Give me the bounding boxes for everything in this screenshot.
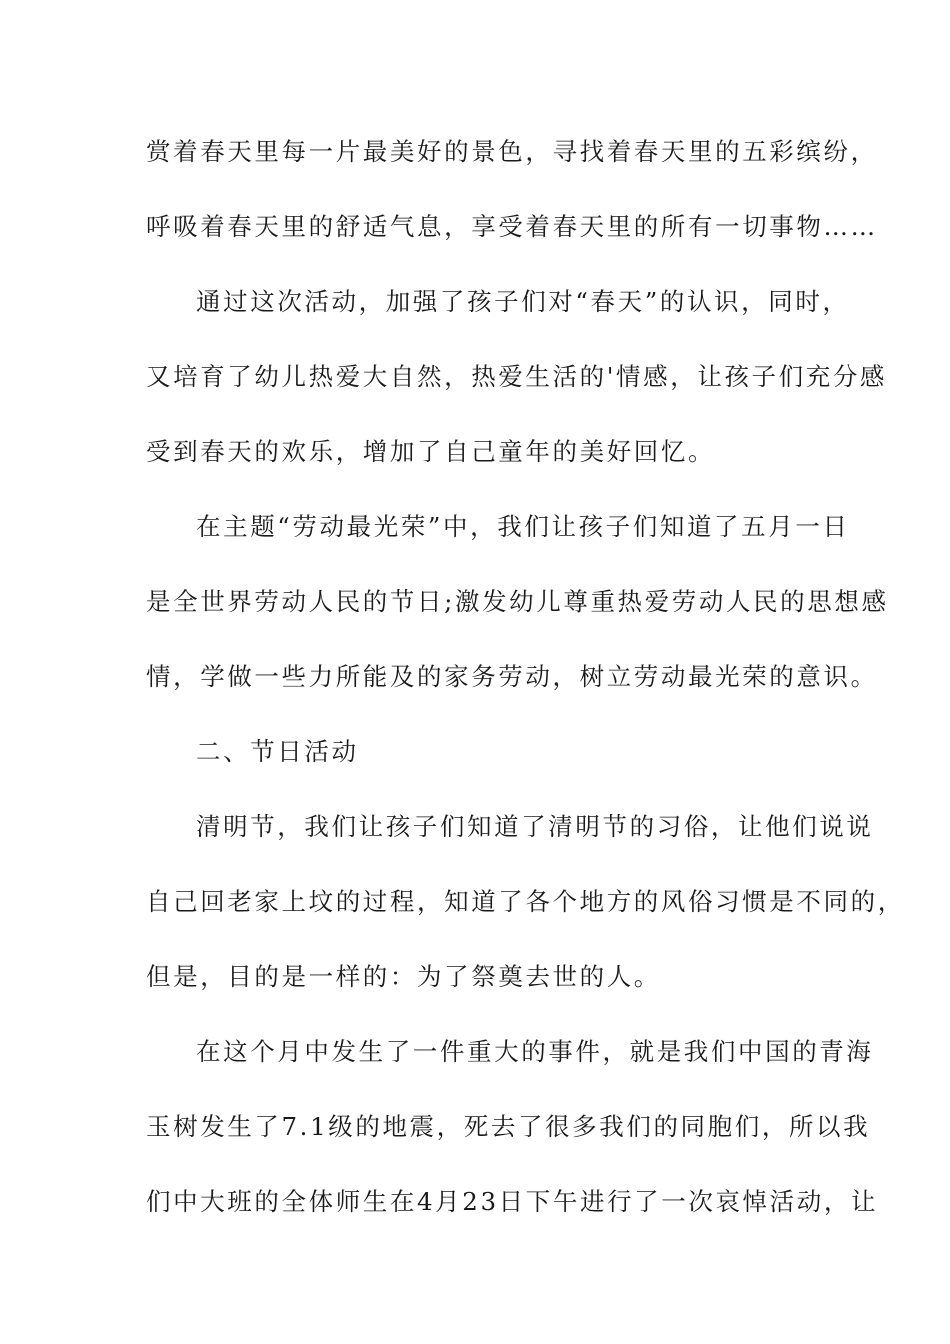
- text-line-7: 是全世界劳动人民的节日;激发幼儿尊重热爱劳动人民的思想感: [146, 587, 889, 616]
- text-line-5: 受到春天的欢乐，增加了自己童年的美好回忆。: [146, 437, 716, 466]
- paragraph-start-line: 在这个月中发生了一件重大的事件，就是我们中国的青海: [196, 1037, 874, 1066]
- text-line-12: 但是，目的是一样的：为了祭奠去世的人。: [146, 962, 661, 991]
- text-line-4: 又培育了幼儿热爱大自然，热爱生活的'情感，让孩子们充分感: [146, 362, 888, 391]
- text-line-1: 赏着春天里每一片最美好的景色，寻找着春天里的五彩缤纷，: [146, 137, 878, 166]
- text-line-15: 们中大班的全体师生在4月23日下午进行了一次哀悼活动，让: [146, 1187, 879, 1216]
- text-line-11: 自己回老家上坟的过程，知道了各个地方的风俗习惯是不同的，: [146, 887, 905, 916]
- paragraph-start-line: 在主题“劳动最光荣”中，我们让孩子们知道了五月一日: [196, 512, 850, 541]
- section-heading: 二、节日活动: [196, 737, 359, 766]
- text-line-14: 玉树发生了7.1级的地震，死去了很多我们的同胞们，所以我: [146, 1112, 871, 1141]
- paragraph-start-line: 清明节，我们让孩子们知道了清明节的习俗，让他们说说: [196, 812, 874, 841]
- text-line-2: 呼吸着春天里的舒适气息，享受着春天里的所有一切事物……: [146, 212, 878, 241]
- text-line-8: 情，学做一些力所能及的家务劳动，树立劳动最光荣的意识。: [146, 662, 878, 691]
- paragraph-start-line: 通过这次活动，加强了孩子们对“春天”的认识，同时，: [196, 287, 850, 316]
